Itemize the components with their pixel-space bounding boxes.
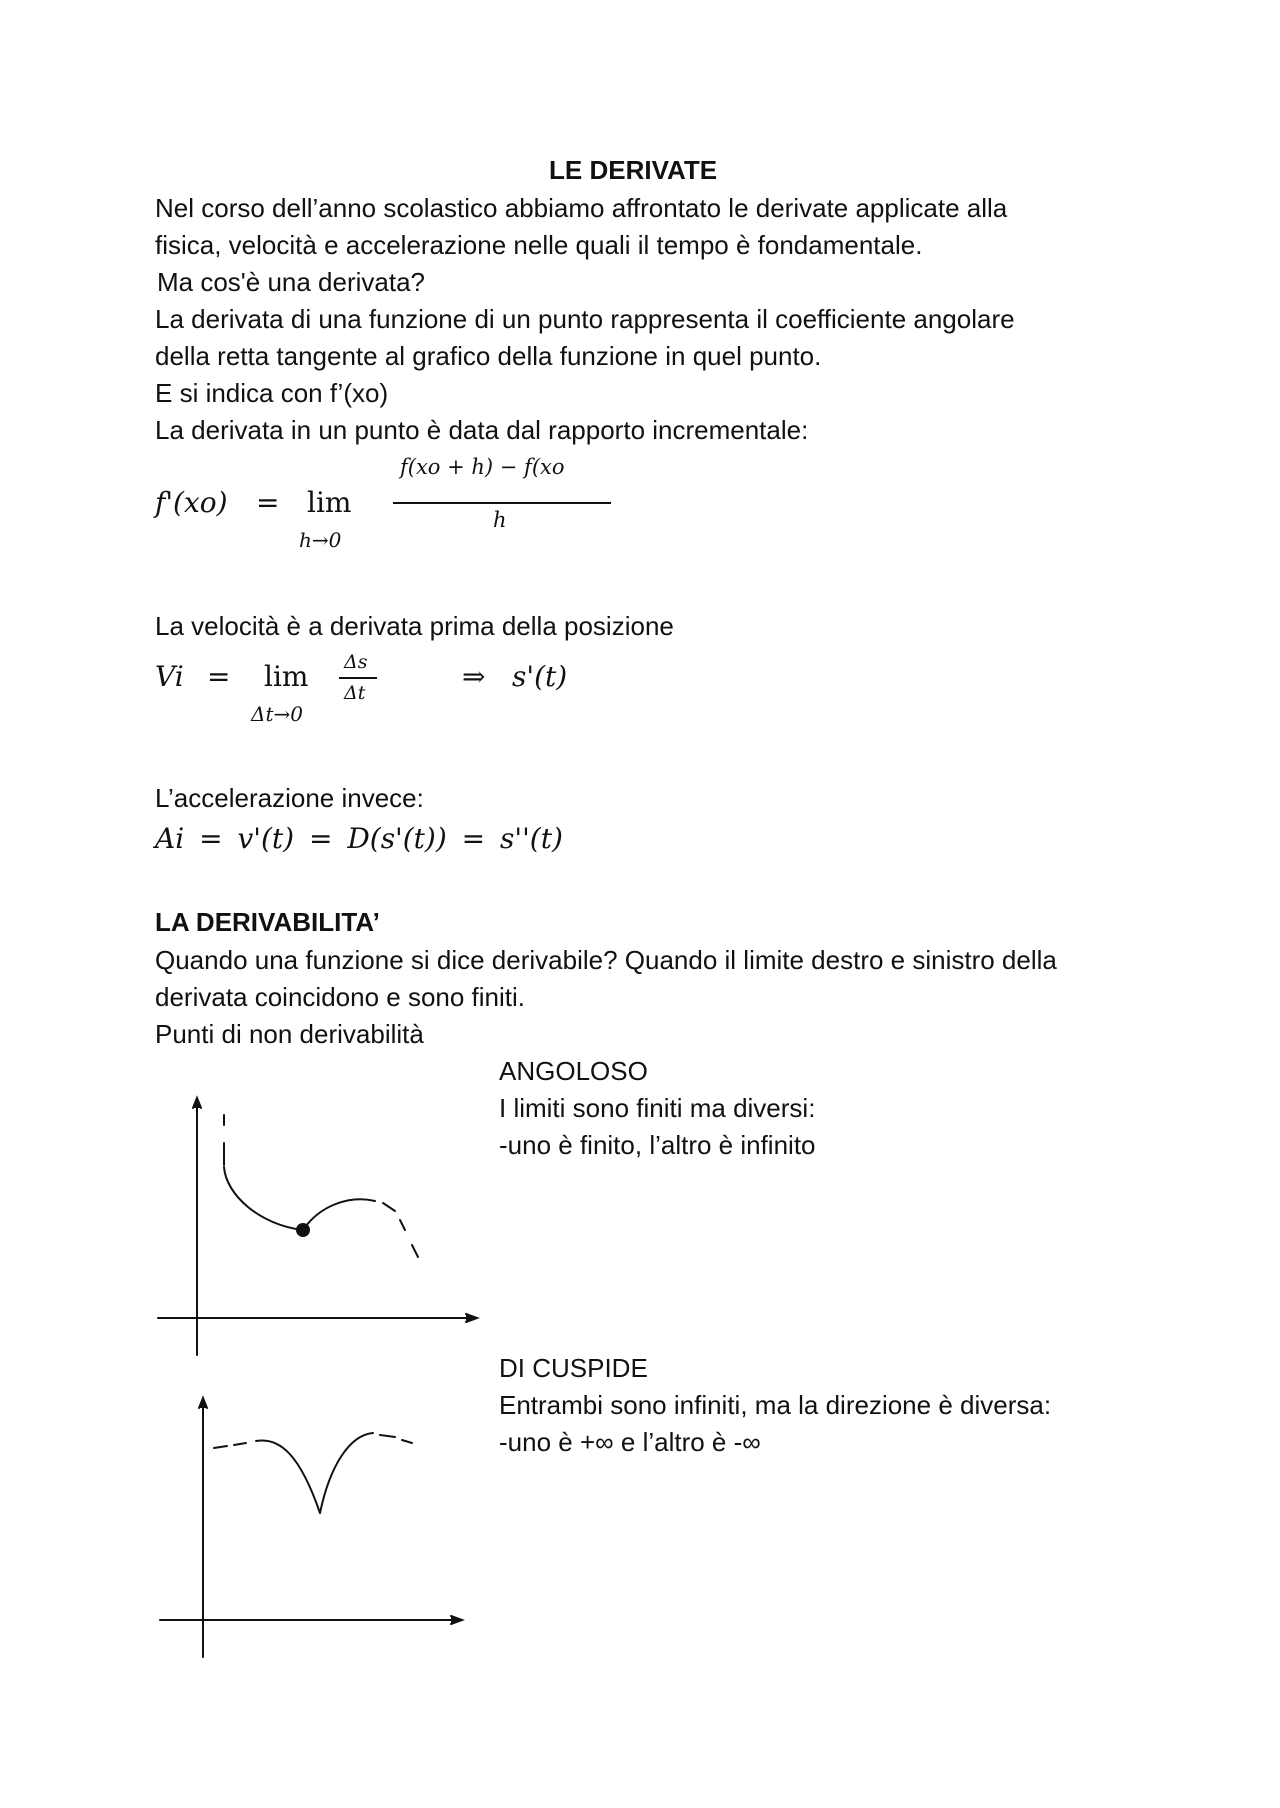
velocity-equals: = bbox=[207, 660, 231, 693]
intro-line-7: La derivata in un punto è data dal rapporto incrementale: bbox=[155, 415, 809, 445]
angoloso-line-1: I limiti sono finiti ma diversi: bbox=[499, 1093, 816, 1123]
formula1-lim: lim bbox=[307, 486, 352, 519]
velocity-fraction-bar bbox=[339, 677, 377, 679]
angoloso-left-branch bbox=[224, 1167, 303, 1230]
angoloso-dash-2 bbox=[400, 1220, 405, 1230]
cuspide-right-branch bbox=[320, 1433, 373, 1513]
cuspide-left-branch bbox=[256, 1440, 320, 1513]
angoloso-y-arrow bbox=[193, 1098, 201, 1108]
cuspide-dash-left-1 bbox=[214, 1446, 227, 1448]
velocity-text: La velocità è a derivata prima della posizione bbox=[155, 611, 674, 641]
acceleration-text: L’accelerazione invece: bbox=[155, 783, 424, 813]
formula1-fraction-bar bbox=[393, 502, 611, 504]
velocity-result: s'(t) bbox=[512, 660, 568, 693]
angoloso-graph bbox=[150, 1085, 490, 1365]
angoloso-corner-point bbox=[296, 1223, 310, 1237]
cuspide-graph bbox=[150, 1385, 480, 1665]
formula1-lhs: f'(xo) bbox=[155, 486, 228, 519]
cuspide-title: DI CUSPIDE bbox=[499, 1353, 648, 1383]
derivability-line-1: Quando una funzione si dice derivabile? Quando il limite destro e sinistro della bbox=[155, 945, 1057, 975]
angoloso-right-branch bbox=[303, 1199, 375, 1230]
angoloso-title: ANGOLOSO bbox=[499, 1056, 648, 1086]
intro-line-3: Ma cos'è una derivata? bbox=[157, 267, 426, 297]
formula1-equals: = bbox=[256, 486, 280, 519]
velocity-numerator: Δs bbox=[344, 651, 368, 673]
intro-line-6: E si indica con f’(xo) bbox=[155, 378, 389, 408]
formula1-denominator: h bbox=[493, 508, 507, 532]
cuspide-line-2: -uno è +∞ e l’altro è -∞ bbox=[499, 1427, 761, 1457]
cuspide-y-arrow bbox=[199, 1398, 207, 1408]
page-title: LE DERIVATE bbox=[549, 155, 718, 185]
velocity-implies: ⇒ bbox=[462, 660, 486, 693]
derivability-heading: LA DERIVABILITA’ bbox=[155, 907, 380, 937]
angoloso-line-2: -uno è finito, l’altro è infinito bbox=[499, 1130, 816, 1160]
cuspide-x-arrow bbox=[451, 1616, 462, 1624]
velocity-lhs: Vi bbox=[155, 660, 184, 693]
cuspide-line-1: Entrambi sono infiniti, ma la direzione è diversa: bbox=[499, 1390, 1052, 1420]
velocity-limit-sub: Δt→0 bbox=[251, 702, 303, 726]
velocity-denominator: Δt bbox=[344, 682, 366, 704]
angoloso-dash-3 bbox=[412, 1245, 418, 1257]
cuspide-dash-right-2 bbox=[402, 1440, 412, 1443]
derivability-line-3: Punti di non derivabilità bbox=[155, 1019, 424, 1049]
cuspide-dash-right-1 bbox=[380, 1435, 395, 1437]
intro-line-2: fisica, velocità e accelerazione nelle quali il tempo è fondamentale. bbox=[155, 230, 923, 260]
angoloso-x-arrow bbox=[466, 1314, 477, 1322]
angoloso-dash-1 bbox=[383, 1203, 395, 1211]
cuspide-dash-left-2 bbox=[234, 1443, 246, 1445]
intro-line-5: della retta tangente al grafico della funzione in quel punto. bbox=[155, 341, 822, 371]
formula1-limit-sub: h→0 bbox=[299, 528, 342, 552]
formula1-numerator: f(xo + h) − f(xo bbox=[400, 455, 565, 479]
acceleration-formula: Ai = v'(t) = D(s'(t)) = s''(t) bbox=[155, 822, 563, 855]
intro-line-1: Nel corso dell’anno scolastico abbiamo affrontato le derivate applicate alla bbox=[155, 193, 1008, 223]
velocity-lim: lim bbox=[264, 660, 309, 693]
intro-line-4: La derivata di una funzione di un punto rappresenta il coefficiente angolare bbox=[155, 304, 1015, 334]
derivability-line-2: derivata coincidono e sono finiti. bbox=[155, 982, 526, 1012]
